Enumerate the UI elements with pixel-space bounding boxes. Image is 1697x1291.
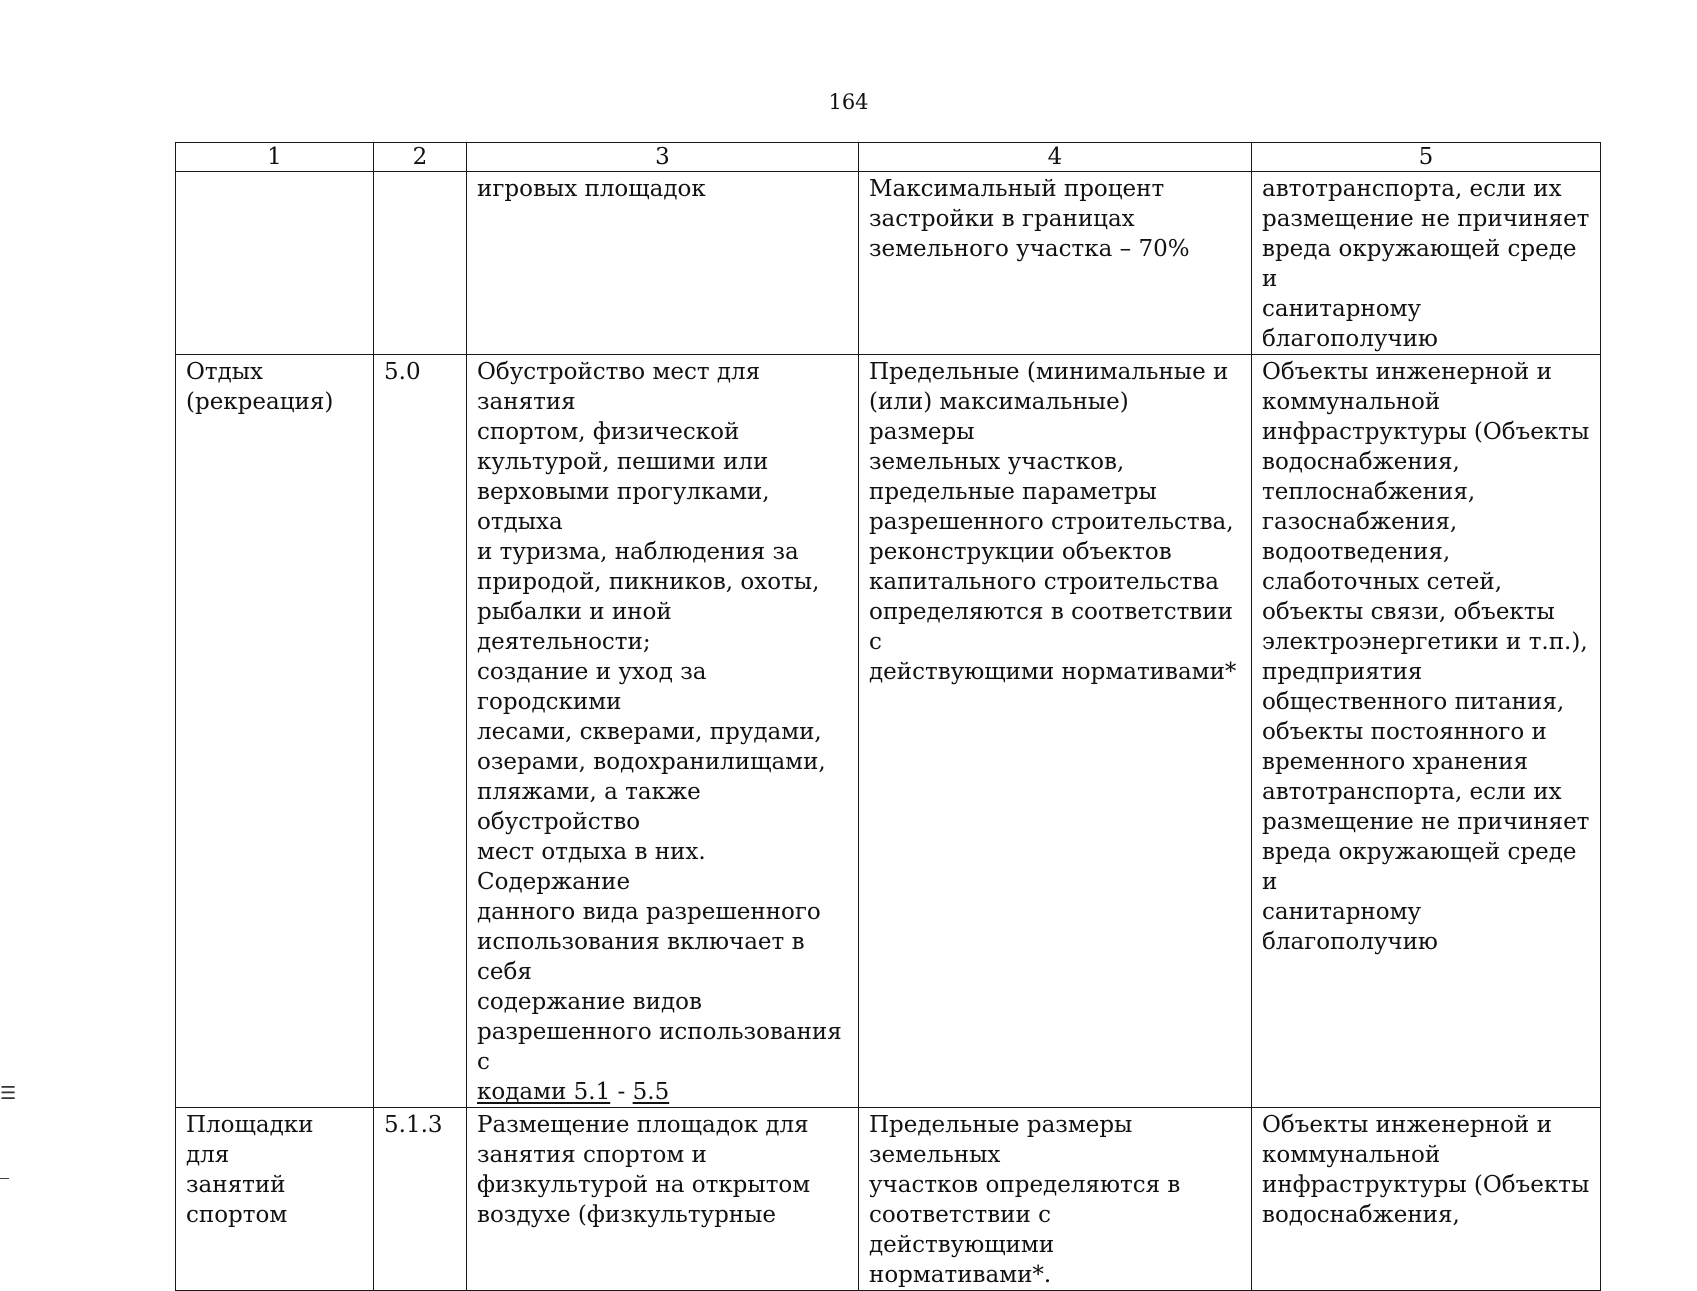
- column-header-3: 3: [467, 143, 859, 172]
- cell-use-name: Площадки для занятий спортом: [176, 1108, 374, 1291]
- table-header-row: [176, 143, 1601, 172]
- cell-parameters: Максимальный процент застройки в границах земельного участка – 70%: [859, 172, 1252, 355]
- cell-auxiliary-uses: Объекты инженерной и коммунальной инфраструктуры (Объекты водоснабжения,: [1252, 1108, 1601, 1291]
- code-link-5-1[interactable]: кодами 5.1: [477, 1079, 611, 1105]
- land-use-table: [175, 142, 1601, 1291]
- column-header-2: 2: [374, 143, 467, 172]
- cell-use-code: [374, 172, 467, 355]
- cell-use-name: [176, 172, 374, 355]
- cell-auxiliary-uses: Объекты инженерной и коммунальной инфраструктуры (Объекты водоснабжения, теплоснабжения, газоснабжения, водоотведения, слаботочных сетей, объекты связи, объекты электроэнергетики и т.п.), предприятия общественного питания, объекты постоянного и временного хранения автотранспорта, если их размещение не причиняет вреда окружающей среде и санитарному благополучию: [1252, 355, 1601, 1108]
- description-text: Обустройство мест для занятия спортом, физической культурой, пешими или верховыми прогулками, отдыха и туризма, наблюдения за природой, пикников, охоты, рыбалки и иной деятельности; создание и уход за городскими лесами, скверами, прудами, озерами, водохранилищами, пляжами, а также обустройство мест отдыха в них. Содержание данного вида разрешенного использования включает в себя содержание видов разрешенного использования с: [477, 359, 842, 1075]
- scan-margin-dash: [0, 1178, 9, 1179]
- code-range-separator: -: [610, 1079, 633, 1105]
- code-link-5-5[interactable]: 5.5: [632, 1079, 670, 1105]
- cell-use-code: 5.1.3: [374, 1108, 467, 1291]
- cell-parameters: Предельные размеры земельных участков определяются в соответствии с действующими нормативами*.: [859, 1108, 1252, 1291]
- cell-use-name: Отдых (рекреация): [176, 355, 374, 1108]
- cell-description: Размещение площадок для занятия спортом и физкультурой на открытом воздухе (физкультурные: [467, 1108, 859, 1291]
- cell-description: игровых площадок: [467, 172, 859, 355]
- table-row-recreation: [176, 355, 1601, 1108]
- cell-description: [467, 355, 859, 1108]
- cell-auxiliary-uses: автотранспорта, если их размещение не причиняет вреда окружающей среде и санитарному благополучию: [1252, 172, 1601, 355]
- column-header-4: 4: [859, 143, 1252, 172]
- scan-margin-mark: ☰: [0, 1083, 17, 1104]
- table-row-sport-grounds: [176, 1108, 1601, 1291]
- column-header-1: 1: [176, 143, 374, 172]
- cell-use-code: 5.0: [374, 355, 467, 1108]
- column-header-5: 5: [1252, 143, 1601, 172]
- cell-parameters: Предельные (минимальные и (или) максимальные) размеры земельных участков, предельные параметры разрешенного строительства, реконструкции объектов капитального строительства определяются в соответствии с действующими нормативами*: [859, 355, 1252, 1108]
- page-number: 164: [828, 90, 869, 114]
- table-row-continued: [176, 172, 1601, 355]
